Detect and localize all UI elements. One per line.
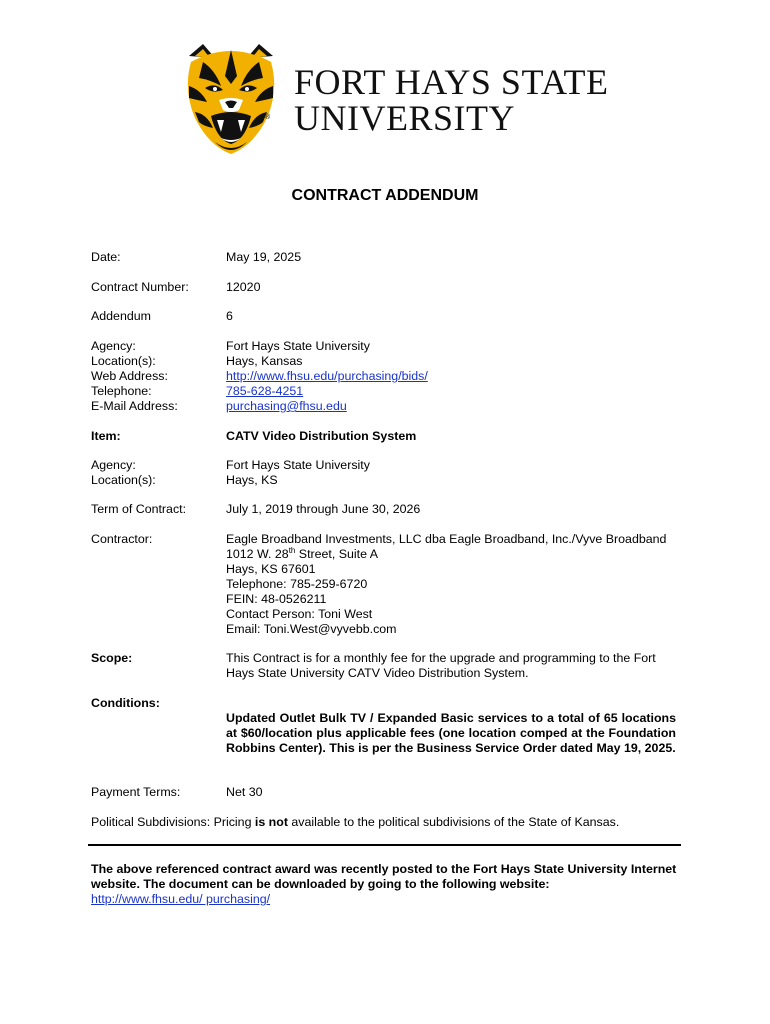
- date-label: Date:: [91, 250, 121, 264]
- term-label: Term of Contract:: [91, 502, 187, 516]
- contractor-address: 1012 W. 28th Street, Suite A: [226, 545, 379, 561]
- location-label: Location(s):: [91, 354, 156, 368]
- footer-link[interactable]: http://www.fhsu.edu/ purchasing/: [91, 892, 271, 906]
- item-value: CATV Video Distribution System: [226, 429, 417, 443]
- contractor-email: Email: Toni.West@vyvebb.com: [226, 622, 397, 636]
- university-logo: [181, 42, 641, 158]
- contractor-label: Contractor:: [91, 532, 153, 546]
- location2-value: Hays, KS: [226, 473, 278, 487]
- payment-terms-value: Net 30: [226, 785, 263, 799]
- contractor-contact: Contact Person: Toni West: [226, 607, 373, 621]
- telephone-label: Telephone:: [91, 384, 152, 398]
- logo-text-line1: FORT HAYS STATE: [294, 62, 609, 102]
- scope-label: Scope:: [91, 651, 133, 665]
- web-address-label: Web Address:: [91, 369, 168, 383]
- contract-number-label: Contract Number:: [91, 280, 189, 294]
- agency2-label: Agency:: [91, 458, 136, 472]
- conditions-text: Updated Outlet Bulk TV / Expanded Basic services to a total of 65 locations at $60/location plus applicable fees (one location comped at the Foundation Robbins Center). This is per the Business Service Order dated May 19, 2025.: [226, 711, 676, 755]
- email-link[interactable]: purchasing@fhsu.edu: [226, 399, 347, 413]
- agency2-value: Fort Hays State University: [226, 458, 370, 472]
- location2-label: Location(s):: [91, 473, 156, 487]
- email-label: E-Mail Address:: [91, 399, 178, 413]
- agency-label: Agency:: [91, 339, 136, 353]
- date-value: May 19, 2025: [226, 250, 302, 264]
- document-title: CONTRACT ADDENDUM: [291, 187, 479, 204]
- tiger-head-icon: [181, 42, 281, 158]
- addendum-value: 6: [226, 309, 233, 323]
- web-address-link[interactable]: http://www.fhsu.edu/purchasing/bids/: [226, 369, 428, 383]
- political-subdivisions-note: [91, 815, 619, 830]
- agency-value: Fort Hays State University: [226, 339, 370, 353]
- political-text-pre: Political Subdivisions: Pricing: [91, 815, 255, 829]
- scope-text: This Contract is for a monthly fee for the upgrade and programming to the Fort Hays State University CATV Video Distribution System.: [226, 651, 656, 680]
- registered-mark: ®: [265, 114, 271, 121]
- conditions-label: Conditions:: [91, 696, 160, 710]
- payment-terms-label: Payment Terms:: [91, 785, 181, 799]
- term-value: July 1, 2019 through June 30, 2026: [226, 502, 421, 516]
- contract-number-value: 12020: [226, 280, 261, 294]
- political-text-bold: is not: [254, 815, 288, 829]
- footer-text: The above referenced contract award was recently posted to the Fort Hays State University Internet website. The document can be downloaded by going to the following website:: [91, 862, 677, 891]
- political-text-post: available to the political subdivisions of the State of Kansas.: [287, 815, 620, 829]
- telephone-link[interactable]: 785-628-4251: [226, 384, 304, 398]
- location-value: Hays, Kansas: [226, 354, 303, 368]
- addendum-label: Addendum: [91, 309, 151, 323]
- contractor-telephone: Telephone: 785-259-6720: [226, 577, 368, 591]
- contractor-name: Eagle Broadband Investments, LLC dba Eagle Broadband, Inc./Vyve Broadband: [226, 532, 667, 546]
- logo-text-line2: UNIVERSITY: [294, 98, 515, 138]
- horizontal-divider: [88, 844, 681, 846]
- item-label: Item:: [91, 429, 121, 443]
- contractor-fein: FEIN: 48-0526211: [226, 592, 327, 606]
- footer-notice: [91, 862, 681, 907]
- contractor-city: Hays, KS 67601: [226, 562, 316, 576]
